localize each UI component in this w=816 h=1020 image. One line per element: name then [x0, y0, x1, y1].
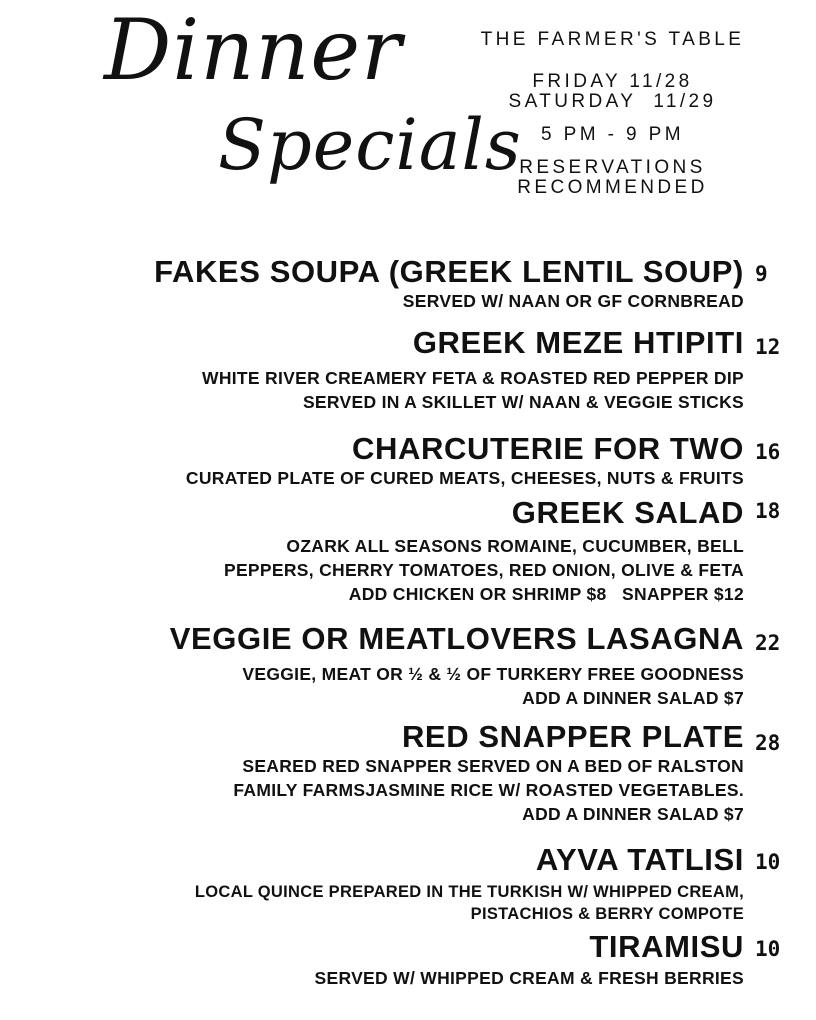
menu-item	[202, 326, 744, 414]
reservations-line2: RECOMMENDED	[517, 177, 708, 198]
item-description: PEPPERS, CHERRY TOMATOES, RED ONION, OLIVE & FETA	[223, 560, 744, 580]
menu-item	[154, 255, 744, 313]
item-description: SERVED W/ WHIPPED CREAM & FRESH BERRIES	[314, 968, 744, 988]
menu-item	[195, 843, 744, 925]
item-description: ADD A DINNER SALAD $7	[522, 804, 744, 824]
header-info	[450, 30, 775, 198]
item-price: 16	[755, 440, 781, 464]
item-price: 10	[755, 937, 781, 961]
item-description: LOCAL QUINCE PREPARED IN THE TURKISH W/ WHIPPED CREAM,	[194, 883, 744, 901]
menu-item	[224, 496, 744, 606]
item-name: RED SNAPPER PLATE	[401, 719, 744, 754]
item-description: SEARED RED SNAPPER SERVED ON A BED OF RALSTON	[242, 756, 744, 776]
title-specials: Specials	[218, 104, 522, 186]
menu-item	[315, 930, 744, 990]
item-price: 28	[755, 731, 781, 755]
item-name: VEGGIE OR MEATLOVERS LASAGNA	[169, 621, 744, 656]
item-price: 18	[755, 499, 781, 523]
item-description: ADD CHICKEN OR SHRIMP $8 SNAPPER $12	[348, 584, 744, 604]
item-description: SERVED W/ NAAN OR GF CORNBREAD	[402, 291, 744, 311]
menu-item	[170, 622, 744, 710]
title-dinner: Dinner	[104, 1, 403, 99]
item-description: VEGGIE, MEAT OR ½ & ½ OF TURKERY FREE GOODNESS	[242, 664, 744, 684]
item-description: SERVED IN A SKILLET W/ NAAN & VEGGIE STICKS	[302, 392, 744, 412]
item-name: TIRAMISU	[589, 929, 744, 964]
item-price: 9	[755, 262, 768, 286]
item-name: GREEK MEZE HTIPITI	[412, 325, 744, 360]
item-name: CHARCUTERIE FOR TWO	[352, 431, 744, 466]
reservations-line1: RESERVATIONS	[519, 157, 706, 178]
date-friday: FRIDAY 11/28	[532, 71, 693, 92]
item-description: CURATED PLATE OF CURED MEATS, CHEESES, NUTS & FRUITS	[185, 468, 744, 488]
item-price: 22	[755, 631, 781, 655]
item-name: GREEK SALAD	[511, 495, 744, 530]
item-price: 10	[755, 850, 781, 874]
item-description: OZARK ALL SEASONS ROMAINE, CUCUMBER, BELL	[286, 536, 744, 556]
item-description: ADD A DINNER SALAD $7	[522, 688, 744, 708]
hours: 5 PM - 9 PM	[541, 124, 684, 145]
restaurant-name: THE FARMER'S TABLE	[480, 29, 745, 50]
item-description: WHITE RIVER CREAMERY FETA & ROASTED RED PEPPER DIP	[202, 368, 744, 388]
menu-item	[186, 432, 744, 490]
item-description: FAMILY FARMSJASMINE RICE W/ ROASTED VEGETABLES.	[233, 780, 744, 800]
menu-item	[233, 720, 744, 826]
item-name: AYVA TATLISI	[535, 842, 744, 877]
date-saturday: SATURDAY 11/29	[508, 91, 717, 112]
item-price: 12	[755, 335, 781, 359]
item-description: PISTACHIOS & BERRY COMPOTE	[470, 905, 744, 923]
item-name: FAKES SOUPA (GREEK LENTIL SOUP)	[154, 254, 744, 289]
